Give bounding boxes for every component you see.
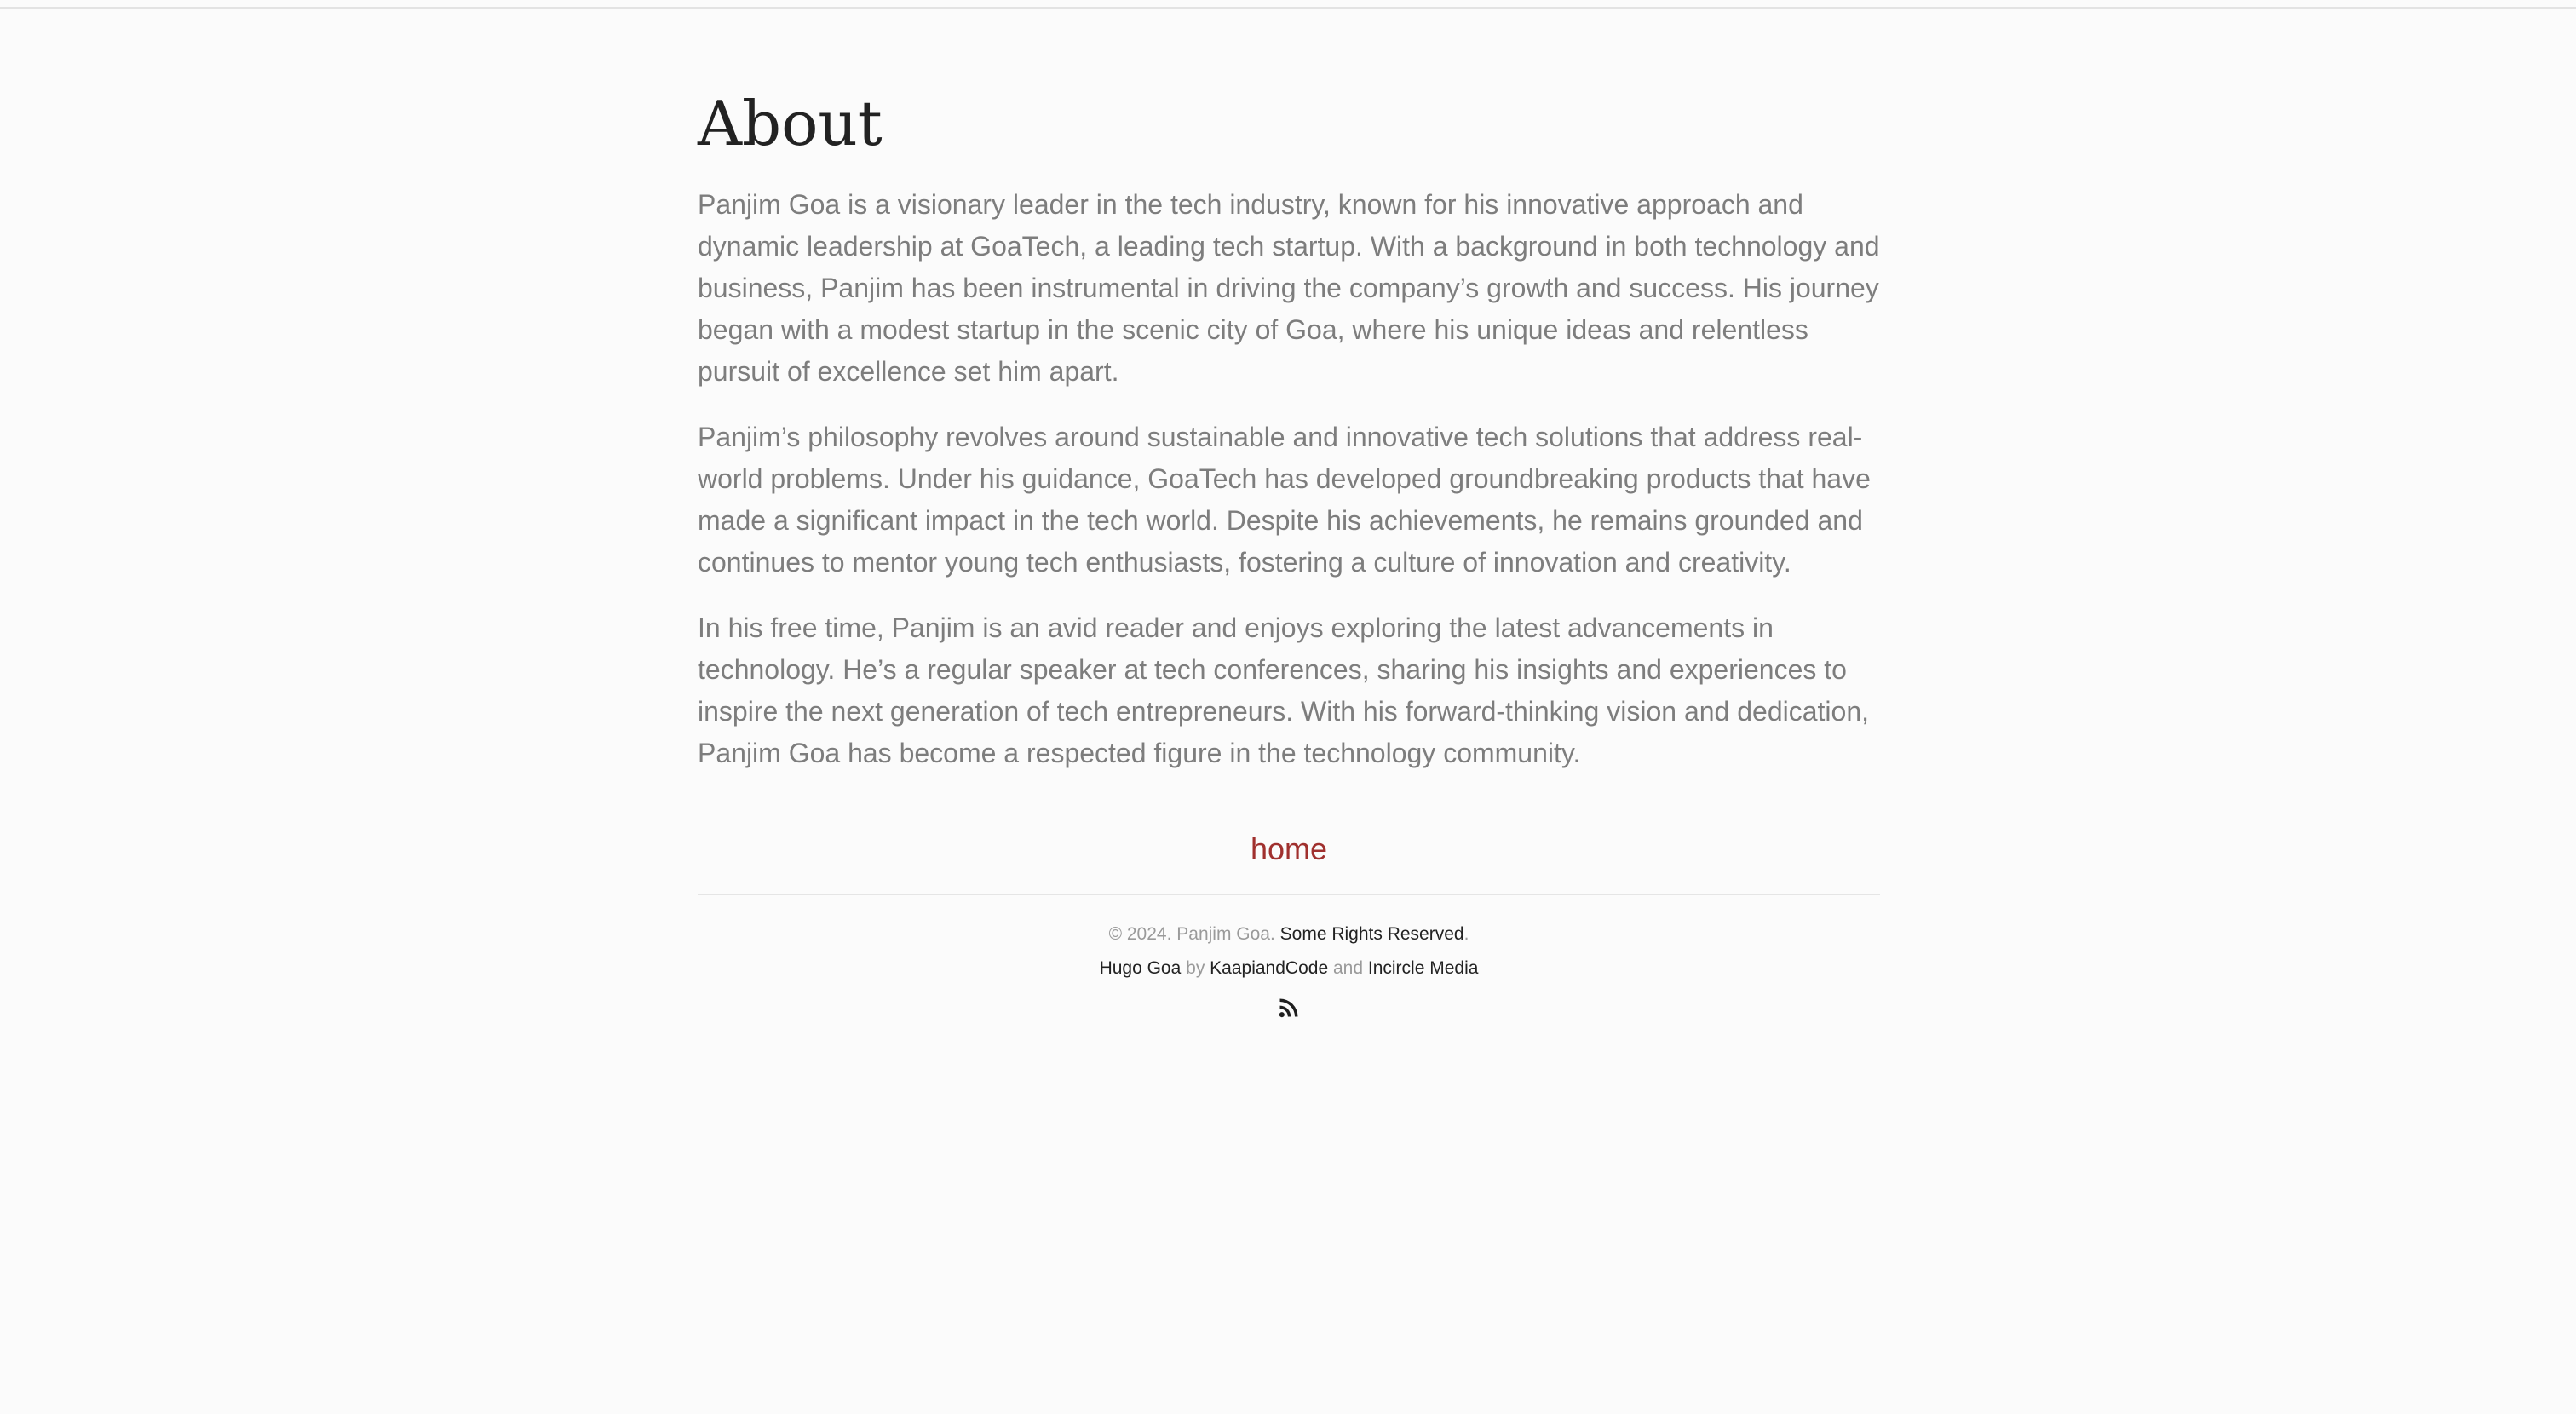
by-text: by: [1186, 958, 1205, 978]
theme-link[interactable]: Hugo Goa: [1099, 958, 1182, 978]
rights-link[interactable]: Some Rights Reserved: [1279, 924, 1464, 944]
credits-line: [698, 951, 1880, 986]
about-paragraph-3: In his free time, Panjim is an avid reader and enjoys exploring the latest advancements in technology. He’s a regular speaker at tech conferences, sharing his insights and experiences to inspire the next generation of tech entrepreneurs. With his forward-thinking vision and dedication, Panjim Goa has become a respected figure in the technology community.: [698, 612, 1869, 768]
footer-period: .: [1463, 924, 1469, 944]
top-rule: [0, 0, 2576, 9]
main-content: [698, 77, 1880, 1021]
author-link[interactable]: KaapiandCode: [1210, 958, 1329, 978]
site-footer: [698, 894, 1880, 1021]
about-paragraph-2: Panjim’s philosophy revolves around sustainable and innovative tech solutions that address real-world problems. Under his guidance, GoaTech has developed groundbreaking products that have made a significant impact in the tech world. Despite his achievements, he remains grounded and continues to mentor young tech enthusiasts, fostering a culture of innovation and creativity.: [698, 422, 1871, 578]
copyright-text: © 2024. Panjim Goa.: [1108, 924, 1275, 944]
rss-icon: [1277, 996, 1301, 1020]
page-navigation: [698, 827, 1880, 871]
about-content: [698, 184, 1880, 774]
copyright-line: [698, 917, 1880, 951]
and-text: and: [1332, 958, 1364, 978]
rss-link[interactable]: [698, 994, 1880, 1021]
page-title: About: [698, 88, 883, 159]
about-paragraph-1: Panjim Goa is a visionary leader in the tech industry, known for his innovative approach and dynamic leadership at GoaTech, a leading tech startup. With a background in both technology and business, Panjim has been instrumental in driving the company’s growth and success. His journey began with a modest startup in the scenic city of Goa, where his unique ideas and relentless pursuit of excellence set him apart.: [698, 189, 1880, 387]
partner-link[interactable]: Incircle Media: [1367, 958, 1479, 978]
home-link[interactable]: home: [1250, 831, 1328, 866]
